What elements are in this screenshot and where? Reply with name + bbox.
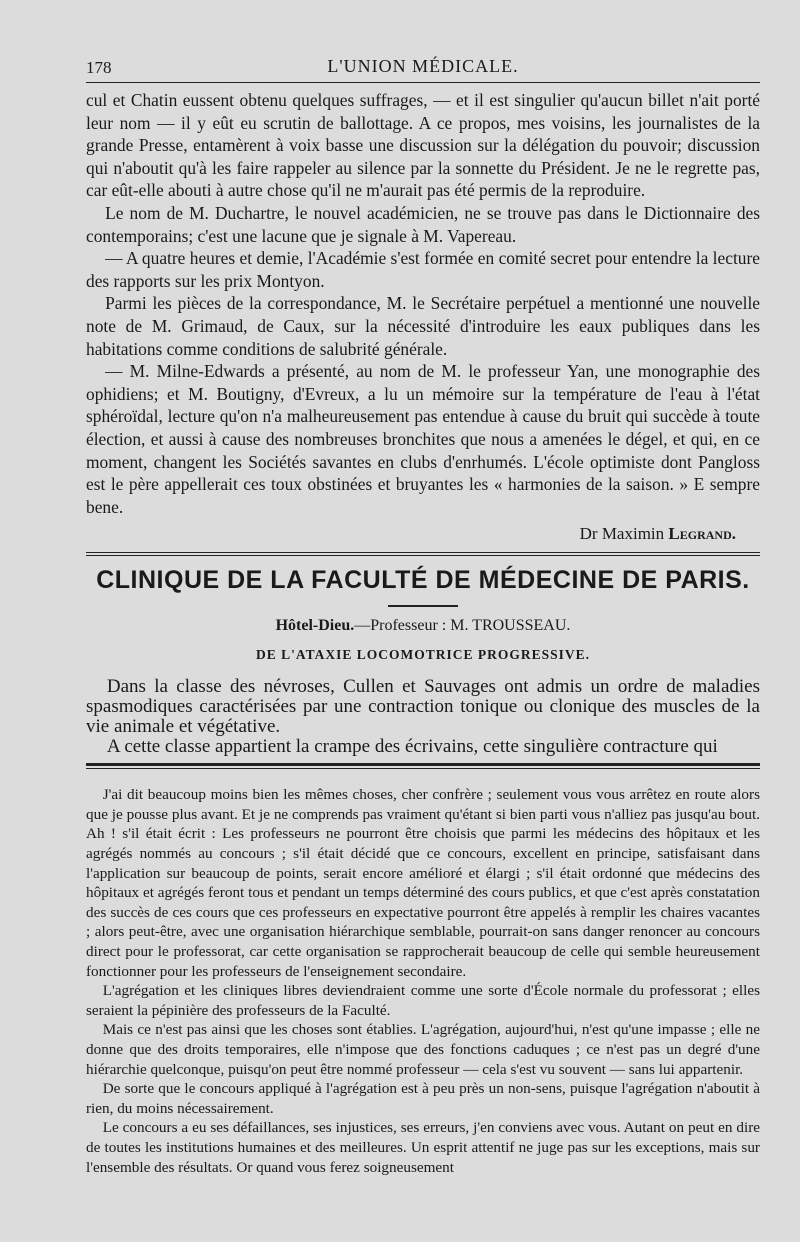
clinic-section-title: CLINIQUE DE LA FACULTÉ DE MÉDECINE DE PARIS. [96,566,750,595]
lecture-paragraph: Dans la classe des névroses, Cullen et Sauvages ont admis un ordre de maladies spasmodiques caractérisées par une contraction tonique ou clonique des muscles de la vie animale et végétative. [86,676,760,738]
chronicle-paragraph: — A quatre heures et demie, l'Académie s'est formée en comité secret pour entendre la lecture des rapports sur les prix Montyon. [86,248,760,291]
page-number: 178 [86,58,112,77]
feuilleton-divider [86,763,760,769]
feuilleton-column [86,785,760,1177]
feuilleton-paragraph: Mais ce n'est pas ainsi que les choses sont établies. L'agrégation, aujourd'hui, n'est qu'une impasse ; elle ne donne que des droits temporaires, elle n'impose que des fonctions caduques ; ce n'est pas un degré d'une hiérarchie quelconque, puisqu'on peut être nommé professeur — cela s'est vu souvent — sans lui appartenir. [86,1021,760,1078]
hospital-name: Hôtel-Dieu. [275,617,355,635]
title-underline [388,605,458,607]
professor-name: —Professeur : M. TROUSSEAU. [354,617,571,635]
chronicle-paragraph: Le nom de M. Duchartre, le nouvel académicien, ne se trouve pas dans le Dictionnaire des contemporains; c'est une lacune que je signale à M. Vapereau. [86,202,760,246]
signature-prefix: Dr Maximin [579,524,669,544]
journal-title: L'UNION MÉDICALE. [327,56,519,76]
lecture-title: DE L'ATAXIE LOCOMOTRICE PROGRESSIVE. [255,647,591,663]
hospital-line [86,617,760,635]
author-signature [86,524,736,544]
section-divider [86,552,760,556]
signature-surname: Legrand. [668,524,736,544]
lecture-paragraph: A cette classe appartient la crampe des écrivains, cette singulière contracture qui [106,736,718,758]
chronicle-paragraph: cul et Chatin eussent obtenu quelques suffrages, — et il est singulier qu'aucun billet n'ait porté leur nom — il y eût eu scrutin de ballottage. A ce propos, mes voisins, les journalistes de la grande Presse, entamèrent à voix basse une discussion sur la délégation du pouvoir; discussion qui n'aboutit qu'à les faire rappeler au silence par la sonnette du Président. Je ne le regrette pas, car eût-elle abouti à autre chose qu'il ne m'aurait pas été permis de la reproduire. [86,90,760,201]
feuilleton-paragraph: De sorte que le concours appliqué à l'agrégation est à peu près un non-sens, puisque l'agrégation n'aboutit à rien, du moins nécessairement. [86,1080,760,1117]
feuilleton-paragraph: J'ai dit beaucoup moins bien les mêmes choses, cher confrère ; seulement vous vous arrêtez en route alors que je pousse plus avant. Et je ne comprends pas vraiment qu'étant si bien parti vous n'alliez pas jusqu'au bout. Ah ! s'il était écrit : Les professeurs ne pourront être choisis que parmi les médecins des hôpitaux et les agrégés nommés au concours ; s'il était décidé que ce concours, excellent en principe, satisfaisant dans l'application sur beaucoup de points, serait encore amélioré et élargi ; s'il était ordonné que médecins des hôpitaux et agrégés feront tous et pendant un temps déterminé des cours publics, et que c'est après constatation des succès de ces cours que ces professeurs en expectative pourront être appelés à remplir les chaires vacantes ; alors peut-être, avec une organisation hiérarchique semblable, pourrait-on sans danger renoncer au concours direct pour le professorat, car cette organisation se rapprocherait beaucoup de celle qui semble heureusement fonctionner pour les professeurs de l'enseignement secondaire. [86,786,760,980]
feuilleton-paragraph: Le concours a eu ses défaillances, ses injustices, ses erreurs, j'en conviens avec vous. Autant on peut en dire de toutes les institutions humaines et des meilleures. Un esprit attentif ne juge pas sur les exceptions, mais sur l'ensemble des résultats. Or quand vous ferez soigneusement [86,1119,760,1176]
feuilleton-paragraph: L'agrégation et les cliniques libres deviendraient comme une sorte d'École normale du professorat ; elles seraient la pépinière des professeurs de la Faculté. [86,982,760,1019]
chronicle-paragraph: Parmi les pièces de la correspondance, M. le Secrétaire perpétuel a mentionné une nouvelle note de M. Grimaud, de Caux, sur la nécessité d'introduire les eaux publiques dans les habitations comme conditions de salubrité générale. [86,293,760,359]
lecture-body [86,677,760,757]
chronicle-paragraph: — M. Milne-Edwards a présenté, au nom de M. le professeur Yan, une monographie des ophidiens; et M. Boutigny, d'Evreux, a lu un mémoire sur la température de l'eau à l'état sphéroïdal, lecture qu'on n'a malheureusement pas entendue à cause du bruit qui succède à toute élection, et aussi à cause des nombreuses bronchites que nous a amenées le dégel, et qui, en ce moment, changent les Sociétés savantes en clubs d'enrhumés. L'école optimiste dont Pangloss est le père appellerait ces toux obstinées et bruyantes les « harmonies de la saison. » E sempre bene. [86,361,760,517]
chronicle-column [86,89,760,544]
running-head [86,48,760,83]
